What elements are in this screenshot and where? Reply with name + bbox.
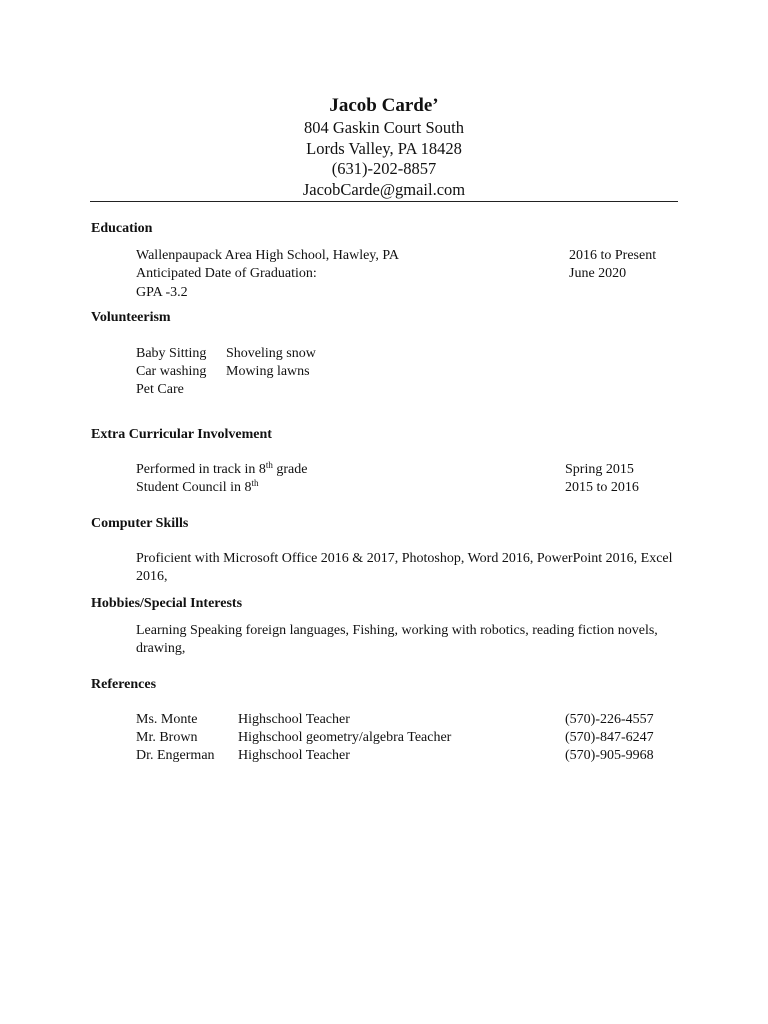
extracurricular-item: Student Council in 8th (136, 478, 259, 495)
hobbies-text: Learning Speaking foreign languages, Fishing, working with robotics, reading fiction novels, drawing, (136, 623, 658, 656)
computer-skills-text: Proficient with Microsoft Office 2016 & 2017, Photoshop, Word 2016, PowerPoint 2016, Excel 2016, (136, 551, 673, 584)
extracurricular-heading: Extra Curricular Involvement (91, 427, 272, 442)
reference-name: Dr. Engerman (136, 748, 215, 763)
reference-role: Highschool Teacher (238, 712, 350, 727)
reference-phone: (570)-905-9968 (565, 748, 654, 763)
reference-phone: (570)-847-6247 (565, 730, 654, 745)
address-line-2: Lords Valley, PA 18428 (306, 138, 462, 158)
education-grad-label: Anticipated Date of Graduation: (136, 266, 317, 281)
volunteer-item: Mowing lawns (226, 364, 310, 379)
reference-name: Mr. Brown (136, 730, 198, 745)
computer-skills-heading: Computer Skills (91, 516, 189, 531)
extracurricular-date: Spring 2015 (565, 462, 634, 477)
reference-name: Ms. Monte (136, 712, 198, 727)
email-address: JacobCarde@gmail.com (302, 179, 466, 199)
address-line-1: 804 Gaskin Court South (304, 118, 464, 137)
education-gpa: GPA -3.2 (136, 285, 188, 300)
header-divider (90, 201, 678, 202)
hobbies-heading: Hobbies/Special Interests (91, 596, 243, 611)
volunteer-item: Car washing (136, 364, 207, 379)
education-grad-date: June 2020 (569, 266, 627, 281)
phone-number: (631)-202-8857 (331, 159, 437, 178)
reference-role: Highschool Teacher (238, 748, 350, 763)
education-school-dates: 2016 to Present (569, 248, 657, 263)
references-heading: References (91, 677, 157, 692)
education-heading: Education (91, 221, 153, 236)
extracurricular-item: Performed in track in 8th grade (136, 460, 308, 477)
applicant-name: Jacob Carde’ (329, 95, 439, 116)
education-school: Wallenpaupack Area High School, Hawley, PA (136, 248, 399, 263)
volunteer-item: Pet Care (136, 382, 184, 397)
reference-role: Highschool geometry/algebra Teacher (238, 730, 452, 745)
resume-header (90, 94, 678, 200)
volunteer-item: Baby Sitting (136, 346, 207, 361)
reference-phone: (570)-226-4557 (565, 712, 654, 727)
extracurricular-date: 2015 to 2016 (565, 480, 639, 495)
volunteerism-heading: Volunteerism (91, 310, 171, 325)
volunteer-item: Shoveling snow (226, 346, 316, 361)
